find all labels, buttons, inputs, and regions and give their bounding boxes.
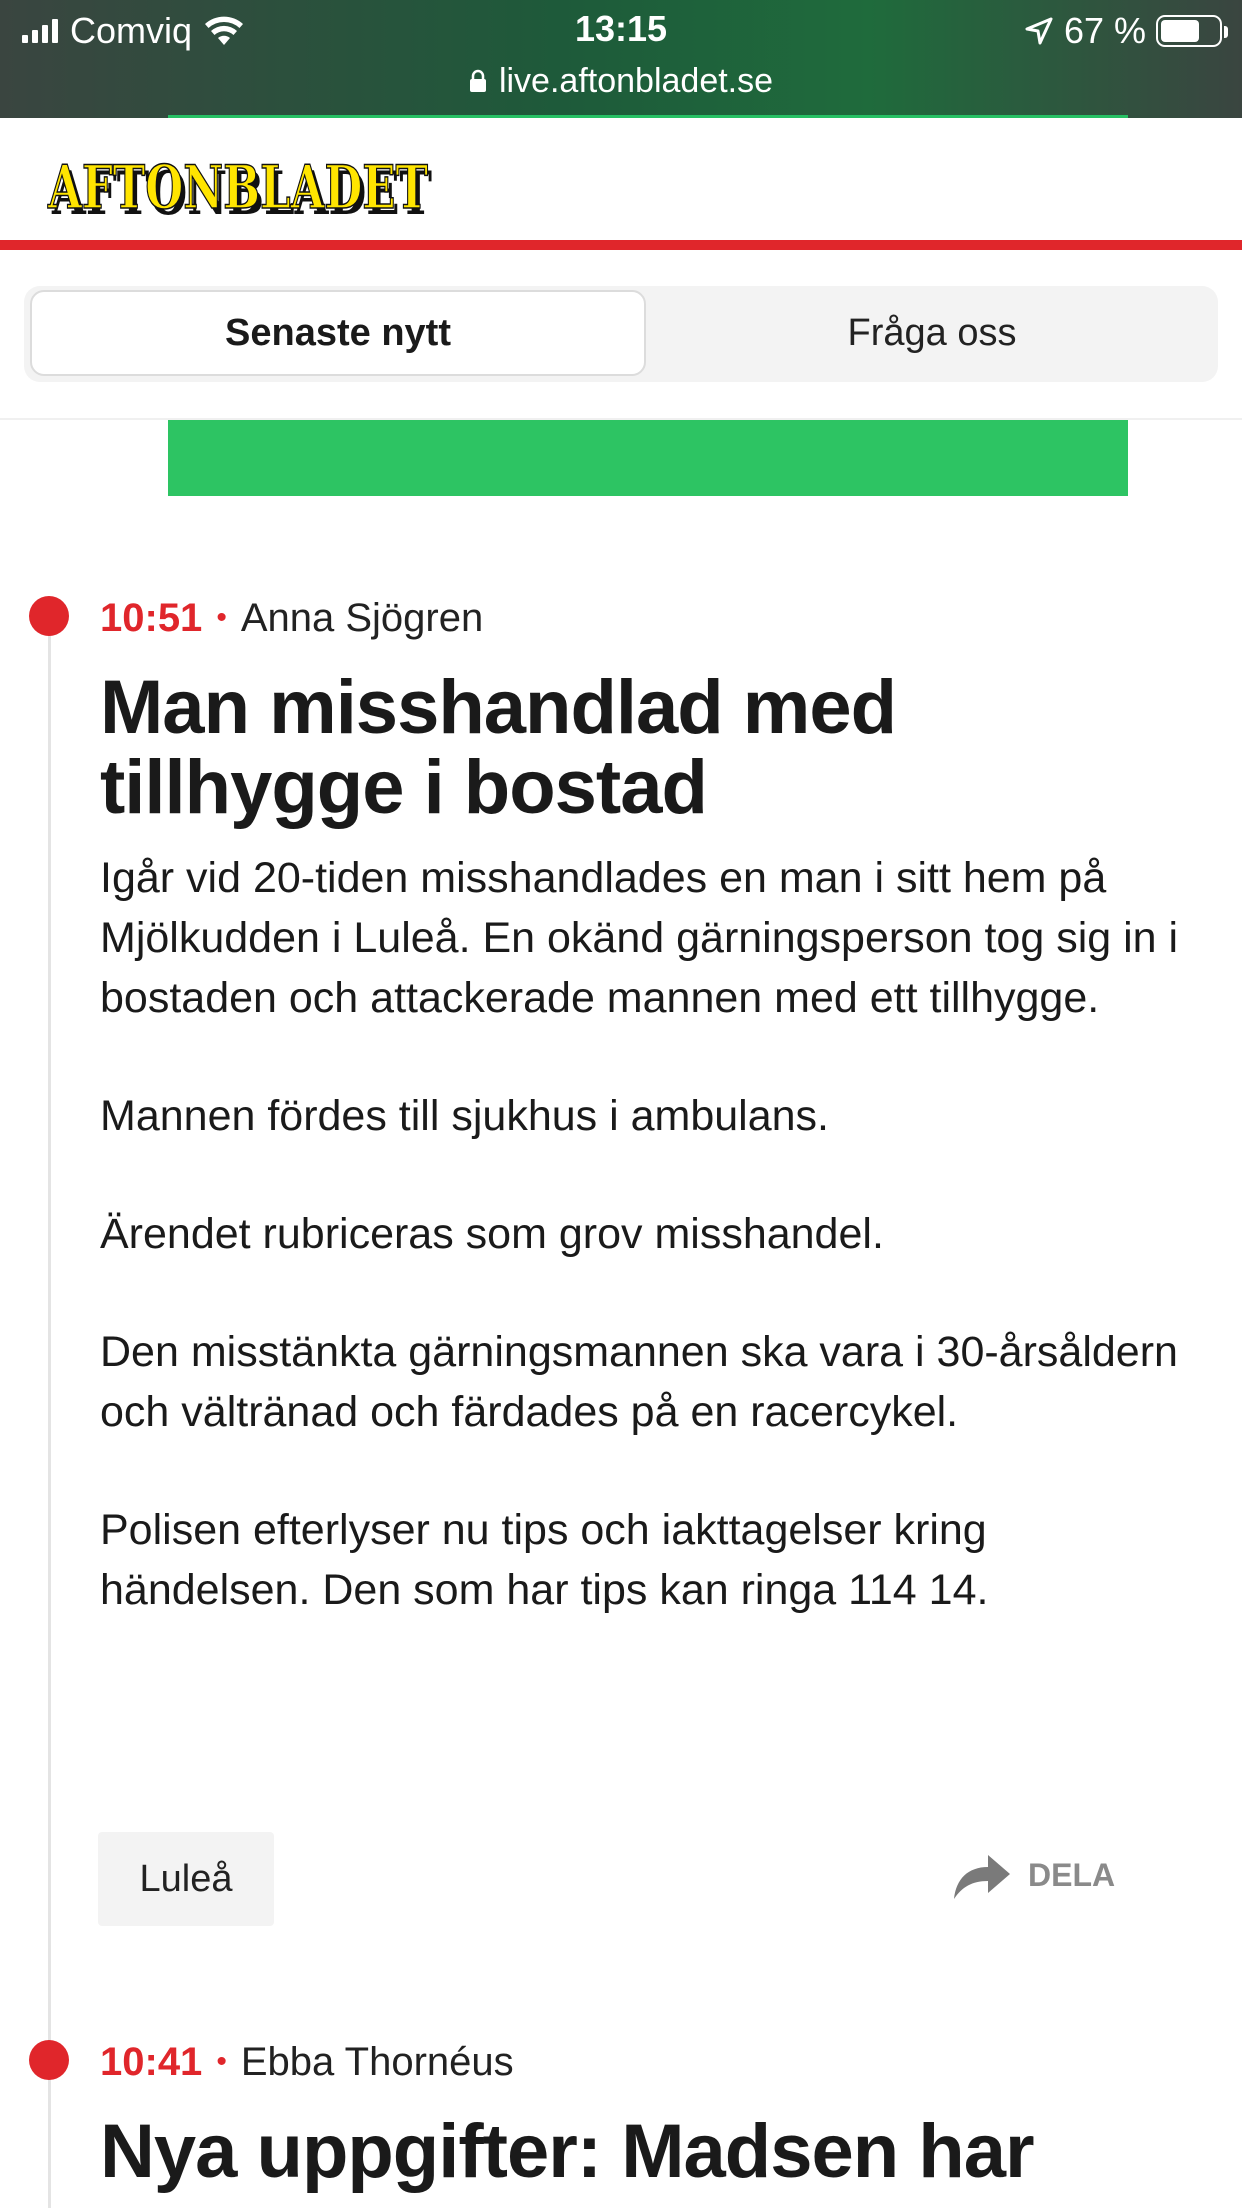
post-paragraph: Igår vid 20-tiden misshandlades en man i sitt hem på Mjölkudden i Luleå. En okänd gärningsperson tog sig in i bostaden och attackerade mannen med ett tillhygge. [100, 854, 1179, 1022]
timeline-dot [29, 596, 69, 636]
post-author[interactable]: Ebba Thornéus [240, 2039, 514, 2084]
battery-level [1161, 20, 1199, 42]
browser-status-bar [0, 0, 1242, 118]
tab-senaste-nytt[interactable]: Senaste nytt [30, 290, 646, 376]
battery-percentage: 67 % [1063, 10, 1146, 51]
post-body [100, 848, 1180, 1678]
battery-icon [1156, 15, 1222, 47]
post-author[interactable]: Anna Sjögren [240, 595, 484, 640]
site-header [0, 118, 1242, 240]
post-meta [100, 2034, 514, 2090]
tag-lulea[interactable]: Luleå [98, 1832, 274, 1926]
svg-text:AFTONBLADET: AFTONBLADET [51, 159, 433, 229]
post-paragraph: Ärendet rubriceras som grov misshandel. [100, 1210, 884, 1258]
header-red-divider [0, 240, 1242, 250]
timeline-dot [29, 2040, 69, 2080]
location-arrow-icon [1024, 16, 1054, 46]
post-paragraph: Polisen efterlyser nu tips och iakttagelser kring händelsen. Den som har tips kan ringa 114 14. [100, 1506, 989, 1614]
address-bar[interactable] [0, 58, 1242, 104]
status-right [1024, 8, 1222, 54]
lock-icon [469, 69, 487, 93]
post-headline: Nya uppgifter: Madsen har [100, 2109, 1034, 2194]
post-headline: Man misshandlad med tillhygge i bostad [100, 665, 897, 830]
post-time: 10:41 [100, 2039, 203, 2084]
green-banner[interactable] [168, 420, 1128, 496]
carrier-name: Comviq [70, 10, 193, 51]
post-meta [100, 590, 483, 646]
tab-bar [24, 286, 1218, 382]
share-button[interactable] [950, 1842, 1115, 1908]
post-paragraph: Mannen fördes till sjukhus i ambulans. [100, 1092, 829, 1140]
aftonbladet-logo[interactable] [44, 142, 444, 232]
timeline-line [48, 616, 51, 2208]
tab-fraga-oss[interactable]: Fråga oss [847, 311, 1017, 354]
bullet-separator: • [216, 2045, 227, 2078]
svg-text:AFTONBLADET: AFTONBLADET [47, 153, 429, 223]
share-label: DELA [1028, 1856, 1116, 1893]
post-time: 10:51 [100, 595, 203, 640]
url-text: live.aftonbladet.se [498, 61, 774, 100]
post-paragraph: Den misstänkta gärningsmannen ska vara i 30-årsåldern och vältränad och färdades på en racercykel. [100, 1328, 1178, 1436]
bullet-separator: • [216, 601, 227, 634]
share-arrow-icon [950, 1849, 1012, 1901]
clock: 13:15 [574, 8, 668, 49]
